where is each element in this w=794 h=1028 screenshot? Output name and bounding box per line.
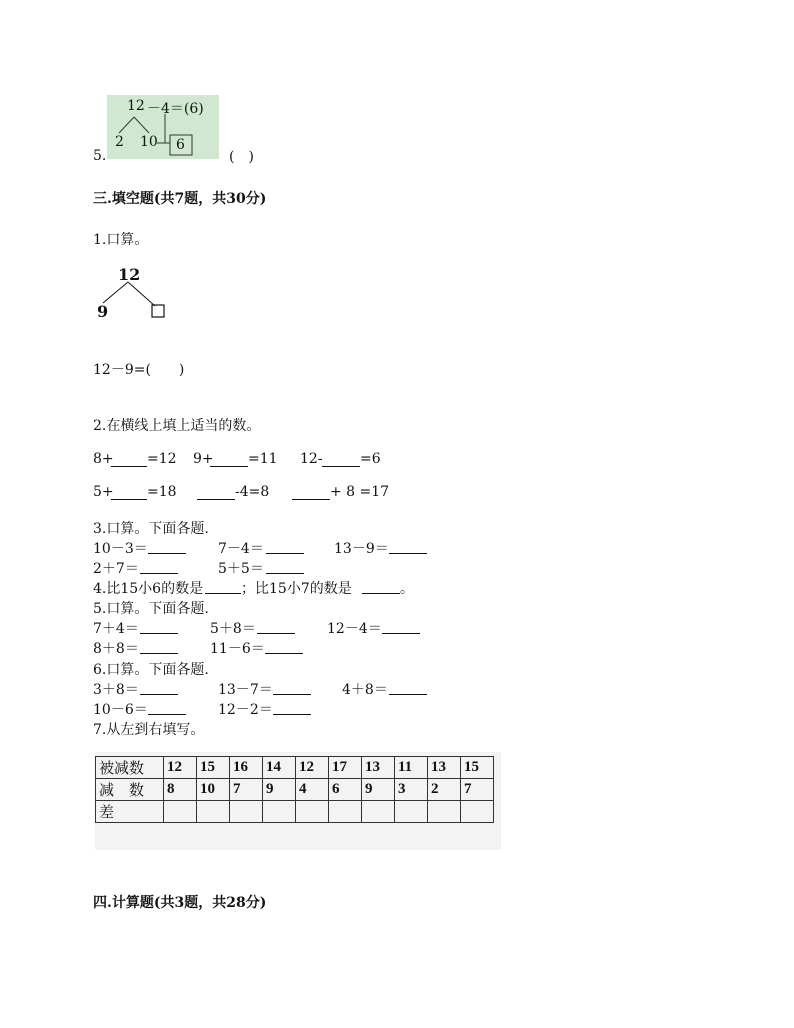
minuend-cell: 15 [461,757,494,779]
diagram-eq-right: －4＝(6) [147,101,204,117]
blank-line[interactable] [322,466,360,467]
q6-item: 4＋8＝ [342,682,388,698]
minuend-cell: 12 [164,757,197,779]
q2-row1-d: =11 [248,451,278,467]
q3-item: 7－4＝ [218,541,264,557]
q1-label: 1.口算。 [93,232,149,248]
tree-left-number: 9 [97,302,109,321]
q5-item: 8＋8＝ [93,641,139,657]
blank-line[interactable] [210,466,248,467]
q2-row1-a: 8+ [93,451,114,467]
q2-row2-c: -4=8 [235,484,270,500]
blank-line[interactable] [148,714,186,715]
blank-line[interactable] [273,714,311,715]
q6-label: 6.口算。下面各题. [93,662,209,678]
answer-paren: ( ) [229,149,254,165]
minuend-cell: 13 [362,757,395,779]
section-title: 四.计算题(共3题，共28分) [93,895,267,911]
subtraction-table [95,756,494,823]
question-number: 5. [93,148,107,164]
blank-line[interactable] [266,573,304,574]
q6-item: 13－7＝ [218,682,273,698]
subtrahend-cell: 6 [329,779,362,801]
subtrahend-cell: 3 [395,779,428,801]
subtrahend-cell: 7 [461,779,494,801]
q6-item: 10－6＝ [93,702,148,718]
blank-line[interactable] [205,593,241,594]
subtrahend-cell: 2 [428,779,461,801]
blank-line[interactable] [140,633,178,634]
blank-line[interactable] [389,553,427,554]
diagram-eq-left: 12 [127,98,145,114]
minuend-cell: 12 [296,757,329,779]
blank-line[interactable] [273,694,311,695]
difference-cell[interactable] [428,801,461,823]
table-row-difference [96,801,494,823]
difference-cell[interactable] [395,801,428,823]
q3-item: 5＋5＝ [218,561,264,577]
q4-text-c: 。 [400,581,414,597]
row-label: 减 数 [96,779,164,801]
blank-line[interactable] [197,499,235,500]
diagram-split-left: 2 [115,134,124,150]
difference-cell[interactable] [362,801,395,823]
q2-label: 2.在横线上填上适当的数。 [93,418,261,434]
q5-item: 5＋8＝ [210,621,256,637]
blank-line[interactable] [111,499,147,500]
q3-item: 2＋7＝ [93,561,139,577]
difference-cell[interactable] [296,801,329,823]
subtrahend-cell: 9 [263,779,296,801]
difference-cell[interactable] [230,801,263,823]
tree-top-number: 12 [118,265,141,284]
q5-item: 11－6＝ [210,641,265,657]
blank-line[interactable] [140,573,178,574]
blank-line[interactable] [140,694,178,695]
minuend-cell: 11 [395,757,428,779]
q3-item: 13－9＝ [334,541,389,557]
blank-line[interactable] [292,499,330,500]
subtrahend-cell: 8 [164,779,197,801]
q5-item: 12－4＝ [327,621,382,637]
q5-item: 7＋4＝ [93,621,139,637]
minuend-cell: 16 [230,757,263,779]
blank-line[interactable] [148,553,186,554]
q5-label: 5.口算。下面各题. [93,601,209,617]
q6-item: 12－2＝ [218,702,273,718]
subtrahend-cell: 10 [197,779,230,801]
blank-line[interactable] [257,633,295,634]
q1-equation: 12－9=( ) [93,362,185,378]
difference-cell[interactable] [263,801,296,823]
blank-line[interactable] [140,653,178,654]
q2-row2-d: + 8 =17 [330,484,390,500]
difference-cell[interactable] [329,801,362,823]
split-diagram-image [107,95,219,159]
subtrahend-cell: 7 [230,779,263,801]
minuend-cell: 15 [197,757,230,779]
row-label: 被减数 [96,757,164,779]
q6-item: 3＋8＝ [93,682,139,698]
q2-row2-b: =18 [147,484,177,500]
blank-line[interactable] [382,633,420,634]
subtrahend-cell: 4 [296,779,329,801]
difference-cell[interactable] [461,801,494,823]
q3-label: 3.口算。下面各题. [93,521,209,537]
table-row-subtrahend [96,779,494,801]
difference-cell[interactable] [164,801,197,823]
q2-row1-b: =12 [147,451,177,467]
difference-cell[interactable] [197,801,230,823]
blank-line[interactable] [266,553,304,554]
diagram-split-right: 10 [140,134,158,150]
q7-label: 7.从左到右填写。 [93,722,205,738]
answer-box [152,305,164,317]
minuend-cell: 17 [329,757,362,779]
q3-item: 10－3＝ [93,541,148,557]
blank-line[interactable] [362,593,400,594]
q2-row1-e: 12- [300,451,323,467]
blank-line[interactable] [111,466,147,467]
section-title: 三.填空题(共7题，共30分) [93,191,267,207]
blank-line[interactable] [389,694,427,695]
minuend-cell: 13 [428,757,461,779]
subtrahend-cell: 9 [362,779,395,801]
diagram-box-value: 6 [176,137,185,153]
q4-text-b: ；比15小7的数是 [241,581,352,597]
q2-row1-c: 9+ [193,451,214,467]
blank-line[interactable] [265,653,303,654]
minuend-cell: 14 [263,757,296,779]
q4-text-a: 4.比15小6的数是 [93,581,204,597]
q2-row2-a: 5+ [93,484,114,500]
table-row-minuend [96,757,494,779]
q2-row1-f: =6 [360,451,381,467]
row-label: 差 [96,801,164,823]
